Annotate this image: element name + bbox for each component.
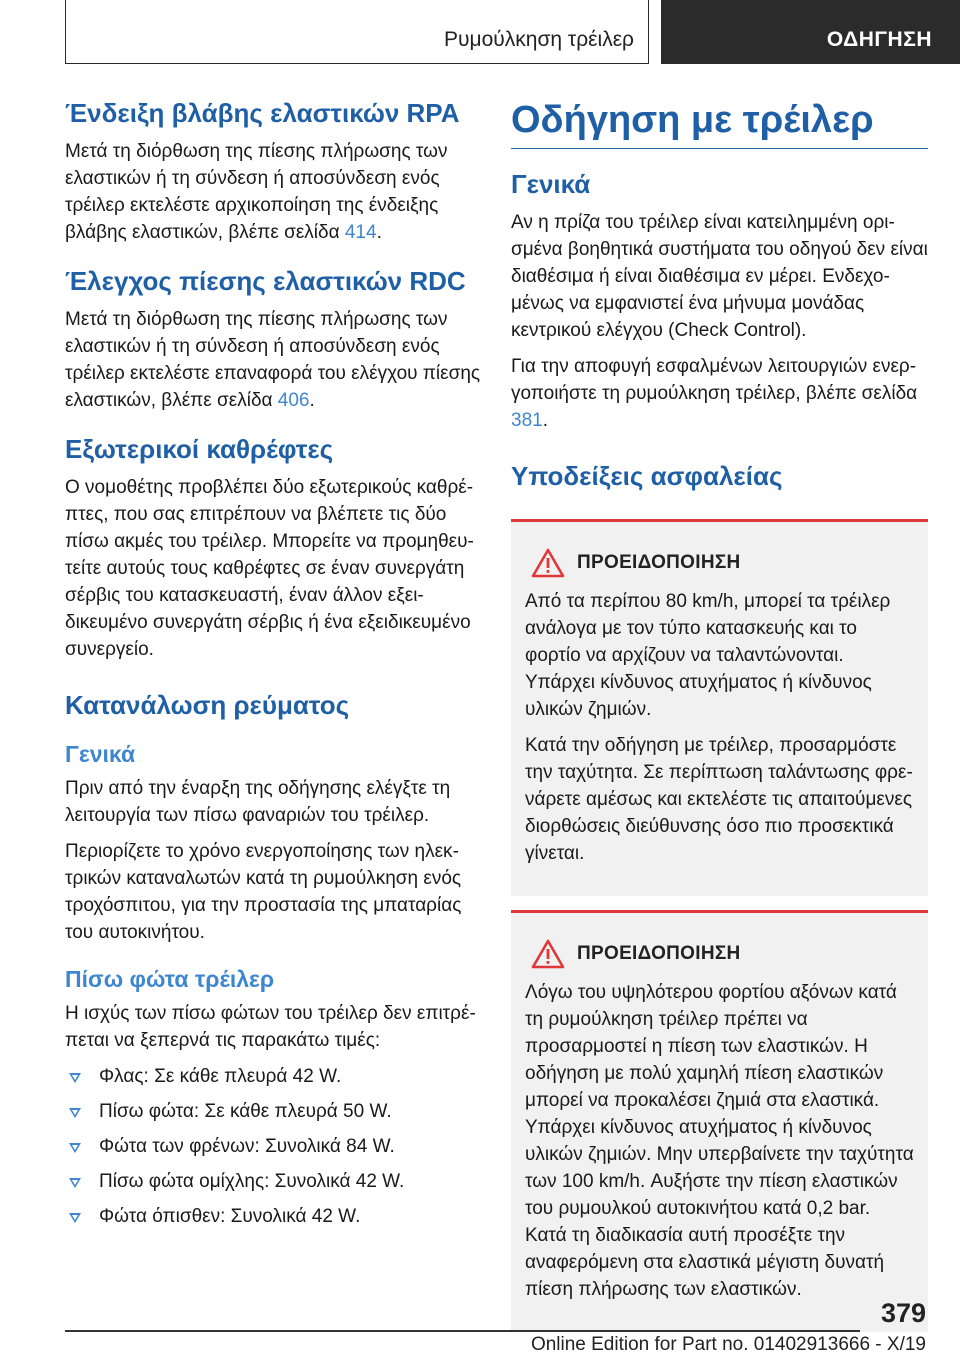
warning-triangle-icon xyxy=(531,548,565,578)
towing-p1: Αν η πρίζα του τρέιλερ είναι κατειλημμένη ορισμένα βοηθητικά συστήματα του οδηγού δεν είναι διαθέσιμα ή είναι διαθέσιμα εν μέρει. Ενδεχομένως να εμφανιστεί ένα μήνυμα μονάδας κεντρικού ελέγχου (Check Control). xyxy=(511,212,928,341)
trailer-lights-text: Η ισχύς των πίσω φώτων του τρέιλερ δεν επιτρέπεται να ξεπερνά τις παρακάτω τιμές: xyxy=(65,1003,476,1051)
warning-text: Λόγω του υψηλότερου φορτίου αξόνων κατά τη ρυμούλκηση τρέιλερ πρέπει να προσαρμοστεί η πίεση των ελαστικών. Η οδήγηση με πολύ χαμηλή πίεση ελαστικών μπορεί να προκαλέσει ζημιά στα ελαστικά. Υπάρχει κίνδυνος ατυχήματος ή κίνδυνος υλικών ζημιών. Μην υπερβαίνετε την ταχύτητα των 100 km/h. Αυξήστε την πίεση ελαστικών του ρυμουλκού αυτοκινήτου κατά 0,2 bar. Κατά τη διαδικασία αυτή προσέξτε την αναφερόμενη στα ελαστικά μέγιστη δυνατή πίεση πλήρωσης των ελαστικών. xyxy=(525,982,914,1300)
page-number: 379 xyxy=(880,1298,926,1328)
warning-title: ΠΡΟΕΙΔΟΠΟΙΗΣΗ xyxy=(577,943,741,964)
warning-triangle-icon xyxy=(531,939,565,969)
towing-page-link[interactable]: 381 xyxy=(511,410,543,431)
list-item: Φώτα όπισθεν: Συνολικά 42 W. xyxy=(65,1203,485,1230)
current-heading: Κατανάλωση ρεύματος xyxy=(65,690,350,720)
footer-divider xyxy=(65,1330,860,1332)
warning-box xyxy=(511,910,928,1332)
trailer-lights-heading: Πίσω φώτα τρέιλερ xyxy=(65,966,275,992)
header-section-box xyxy=(65,0,649,64)
rdc-heading: Έλεγχος πίεσης ελαστικών RDC xyxy=(65,266,466,296)
safety-heading: Υποδείξεις ασφαλείας xyxy=(511,461,783,491)
bullet-triangle-icon xyxy=(69,1213,81,1223)
header-chapter-title: ΟΔΗΓΗΣΗ xyxy=(826,28,932,51)
warning-text: Από τα περίπου 80 km/h, μπορεί τα τρέιλερ ανάλογα με τον τύπο κατασκευής και το φορτίο να αρχίζουν να ταλαντώνονται. Υπάρχει κίνδυνος ατυχήματος ή κίνδυνος υλικών ζημιών. xyxy=(525,591,891,720)
rpa-heading: Ένδειξη βλάβης ελαστικών RPA xyxy=(65,98,460,128)
bullet-triangle-icon xyxy=(69,1178,81,1188)
bullet-triangle-icon xyxy=(69,1073,81,1083)
list-item: Πίσω φώτα: Σε κάθε πλευρά 50 W. xyxy=(65,1098,485,1125)
rpa-page-link[interactable]: 414 xyxy=(344,222,377,243)
list-item: Πίσω φώτα ομίχλης: Συνολικά 42 W. xyxy=(65,1168,485,1195)
rdc-page-link[interactable]: 406 xyxy=(277,390,310,411)
right-column xyxy=(511,96,928,1346)
header-section-title: Ρυμούλκηση τρέιλερ xyxy=(444,28,634,51)
left-column xyxy=(65,96,485,1238)
warning-text: Κατά την οδήγηση με τρέιλερ, προσαρμόστε την ταχύτητα. Σε περίπτωση ταλάντωσης φρενάρετε αμέσως και εκτελέστε τις απαιτούμενες διορθώσεις διεύθυνσης όσο πιο προσεκτικά γίνεται. xyxy=(525,735,913,864)
current-p1: Πριν από την έναρξη της οδήγησης ελέγξτε τη λειτουργία των πίσω φαναριών του τρέιλερ. xyxy=(65,778,451,826)
header-chapter-box xyxy=(661,0,960,64)
mirrors-text: Ο νομοθέτης προβλέπει δύο εξωτερικούς καθρέπτες, που σας επιτρέπουν να βλέπετε τις δύο πίσω ακμές του τρέιλερ. Μπορείτε να προμηθευτείτε αυτούς τους καθρέφτες σε έναν συνεργάτη σέρβις του κατασκευαστή, έναν άλλον εξειδικευμένο συνεργάτη σέρβις ή ένα εξειδικευμένο συνεργείο. xyxy=(65,477,474,660)
list-item: Φλας: Σε κάθε πλευρά 42 W. xyxy=(65,1063,485,1090)
mirrors-heading: Εξωτερικοί καθρέφτες xyxy=(65,434,334,464)
rdc-text: Μετά τη διόρθωση της πίεσης πλήρωσης των ελαστικών ή τη σύνδεση ή αποσύνδεση ενός τρέιλερ εκτελέστε επαναφορά του ελέγχου πίεσης ελαστικών, βλέπε σελίδα 406. xyxy=(65,309,481,411)
warning-box xyxy=(511,519,928,896)
footer-edition: Online Edition for Part no. 01402913666 - X/19 xyxy=(530,1334,926,1355)
warning-title: ΠΡΟΕΙΔΟΠΟΙΗΣΗ xyxy=(577,552,741,573)
towing-general-heading: Γενικά xyxy=(511,169,591,199)
list-item: Φώτα των φρένων: Συνολικά 84 W. xyxy=(65,1133,485,1160)
rpa-text: Μετά τη διόρθωση της πίεσης πλήρωσης των ελαστικών ή τη σύνδεση ή αποσύνδεση ενός τρέιλερ εκτελέστε αρχικοποίηση της ένδειξης βλάβης ελαστικών, βλέπε σελίδα 414. xyxy=(65,141,448,243)
bullet-triangle-icon xyxy=(69,1143,81,1153)
current-general-heading: Γενικά xyxy=(65,741,136,767)
towing-heading: Οδήγηση με τρέιλερ xyxy=(511,96,928,149)
bullet-triangle-icon xyxy=(69,1108,81,1118)
power-limits-list xyxy=(65,1063,485,1230)
towing-p2: Για την αποφυγή εσφαλμένων λειτουργιών ενεργοποιήστε τη ρυμούλκηση τρέιλερ, βλέπε σελίδα 381. xyxy=(511,356,918,431)
current-p2: Περιορίζετε το χρόνο ενεργοποίησης των ηλεκτρικών καταναλωτών κατά τη ρυμούλκηση ενός τροχόσπιτου, για την προστασία της μπαταρίας του αυτοκινήτου. xyxy=(65,841,462,943)
